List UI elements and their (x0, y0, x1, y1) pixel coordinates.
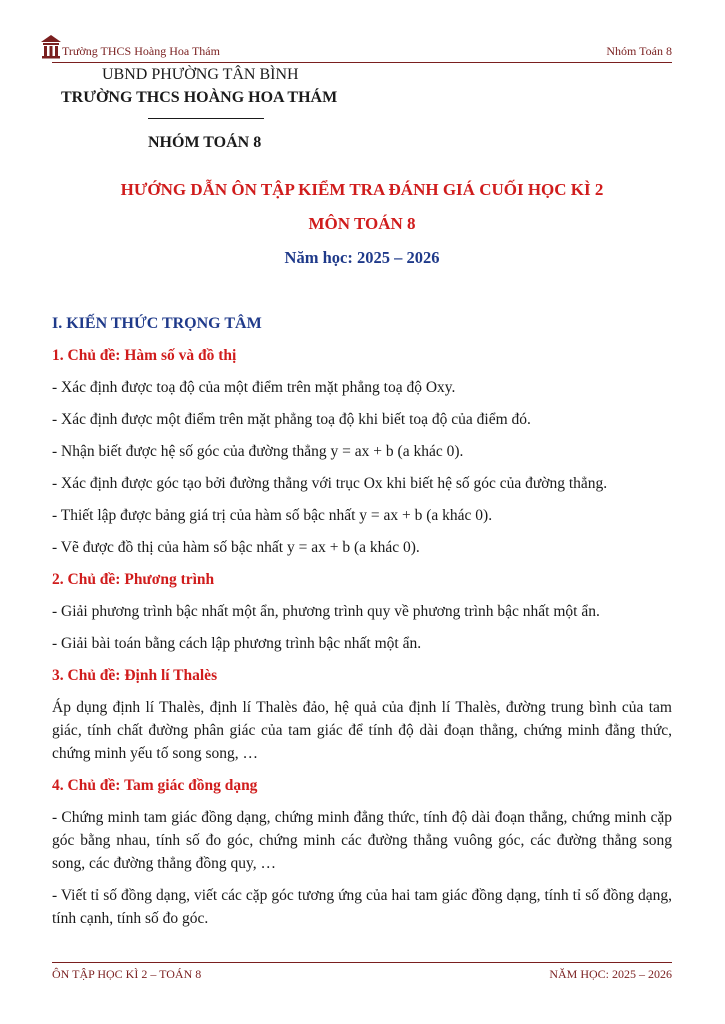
list-item: - Giải phương trình bậc nhất một ẩn, phương trình quy về phương trình bậc nhất một ẩn. (52, 603, 600, 620)
paragraph: Áp dụng định lí Thalès, định lí Thalès đảo, hệ quả của định lí Thalès, đường trung bình của tam giác, tính chất đường phân giác của tam giác để tính độ dài đoạn thẳng, chứng minh đẳng thức, chứng minh yếu tố song song, … (52, 699, 672, 762)
page-header (40, 34, 672, 62)
header-school-name: Trường THCS Hoàng Hoa Thám (62, 44, 220, 58)
footer-divider (52, 962, 672, 963)
topic-heading: 1. Chủ đề: Hàm số và đồ thị (52, 347, 237, 364)
school-logo-icon (40, 34, 62, 60)
document-subject: MÔN TOÁN 8 (308, 214, 416, 233)
letterhead-underline (148, 118, 264, 119)
document-school-year: Năm học: 2025 – 2026 (284, 248, 440, 267)
topic-heading: 2. Chủ đề: Phương trình (52, 571, 215, 588)
list-item: - Giải bài toán bằng cách lập phương trình bậc nhất một ẩn. (52, 635, 422, 652)
letterhead-school: TRƯỜNG THCS HOÀNG HOA THÁM (61, 89, 338, 106)
document-body (52, 312, 672, 939)
list-item: - Xác định được một điểm trên mặt phẳng toạ độ khi biết toạ độ của điểm đó. (52, 411, 531, 428)
header-divider (52, 62, 672, 63)
list-item: - Chứng minh tam giác đồng dạng, chứng minh đẳng thức, tính độ dài đoạn thẳng, chứng minh cặp góc bằng nhau, tính số đo góc, chứng minh các đường thẳng vuông góc, các đường thẳng song song, các đường thẳng đồng quy, … (52, 809, 672, 872)
letterhead-group: NHÓM TOÁN 8 (148, 134, 262, 151)
list-item: - Viết tỉ số đồng dạng, viết các cặp góc tương ứng của hai tam giác đồng dạng, tính tỉ số đồng dạng, tính cạnh, tính số đo góc. (52, 887, 672, 927)
footer-right-text: NĂM HỌC: 2025 – 2026 (549, 967, 672, 981)
topic-heading: 3. Chủ đề: Định lí Thalès (52, 667, 218, 684)
topic-heading: 4. Chủ đề: Tam giác đồng dạng (52, 777, 258, 794)
list-item: - Vẽ được đồ thị của hàm số bậc nhất y = ax + b (a khác 0). (52, 539, 420, 556)
list-item: - Xác định được góc tạo bởi đường thẳng với trục Ox khi biết hệ số góc của đường thẳng. (52, 475, 608, 492)
letterhead-ubnd: UBND PHƯỜNG TÂN BÌNH (102, 66, 299, 83)
footer-left-text: ÔN TẬP HỌC KÌ 2 – TOÁN 8 (52, 967, 202, 981)
list-item: - Thiết lập được bảng giá trị của hàm số bậc nhất y = ax + b (a khác 0). (52, 507, 493, 524)
section-heading: I. KIẾN THỨC TRỌNG TÂM (52, 315, 262, 332)
list-item: - Nhận biết được hệ số góc của đường thẳng y = ax + b (a khác 0). (52, 443, 464, 460)
document-title: HƯỚNG DẪN ÔN TẬP KIỂM TRA ĐÁNH GIÁ CUỐI HỌC KÌ 2 (120, 180, 604, 199)
list-item: - Xác định được toạ độ của một điểm trên mặt phẳng toạ độ Oxy. (52, 379, 456, 396)
header-group-name: Nhóm Toán 8 (606, 44, 672, 58)
